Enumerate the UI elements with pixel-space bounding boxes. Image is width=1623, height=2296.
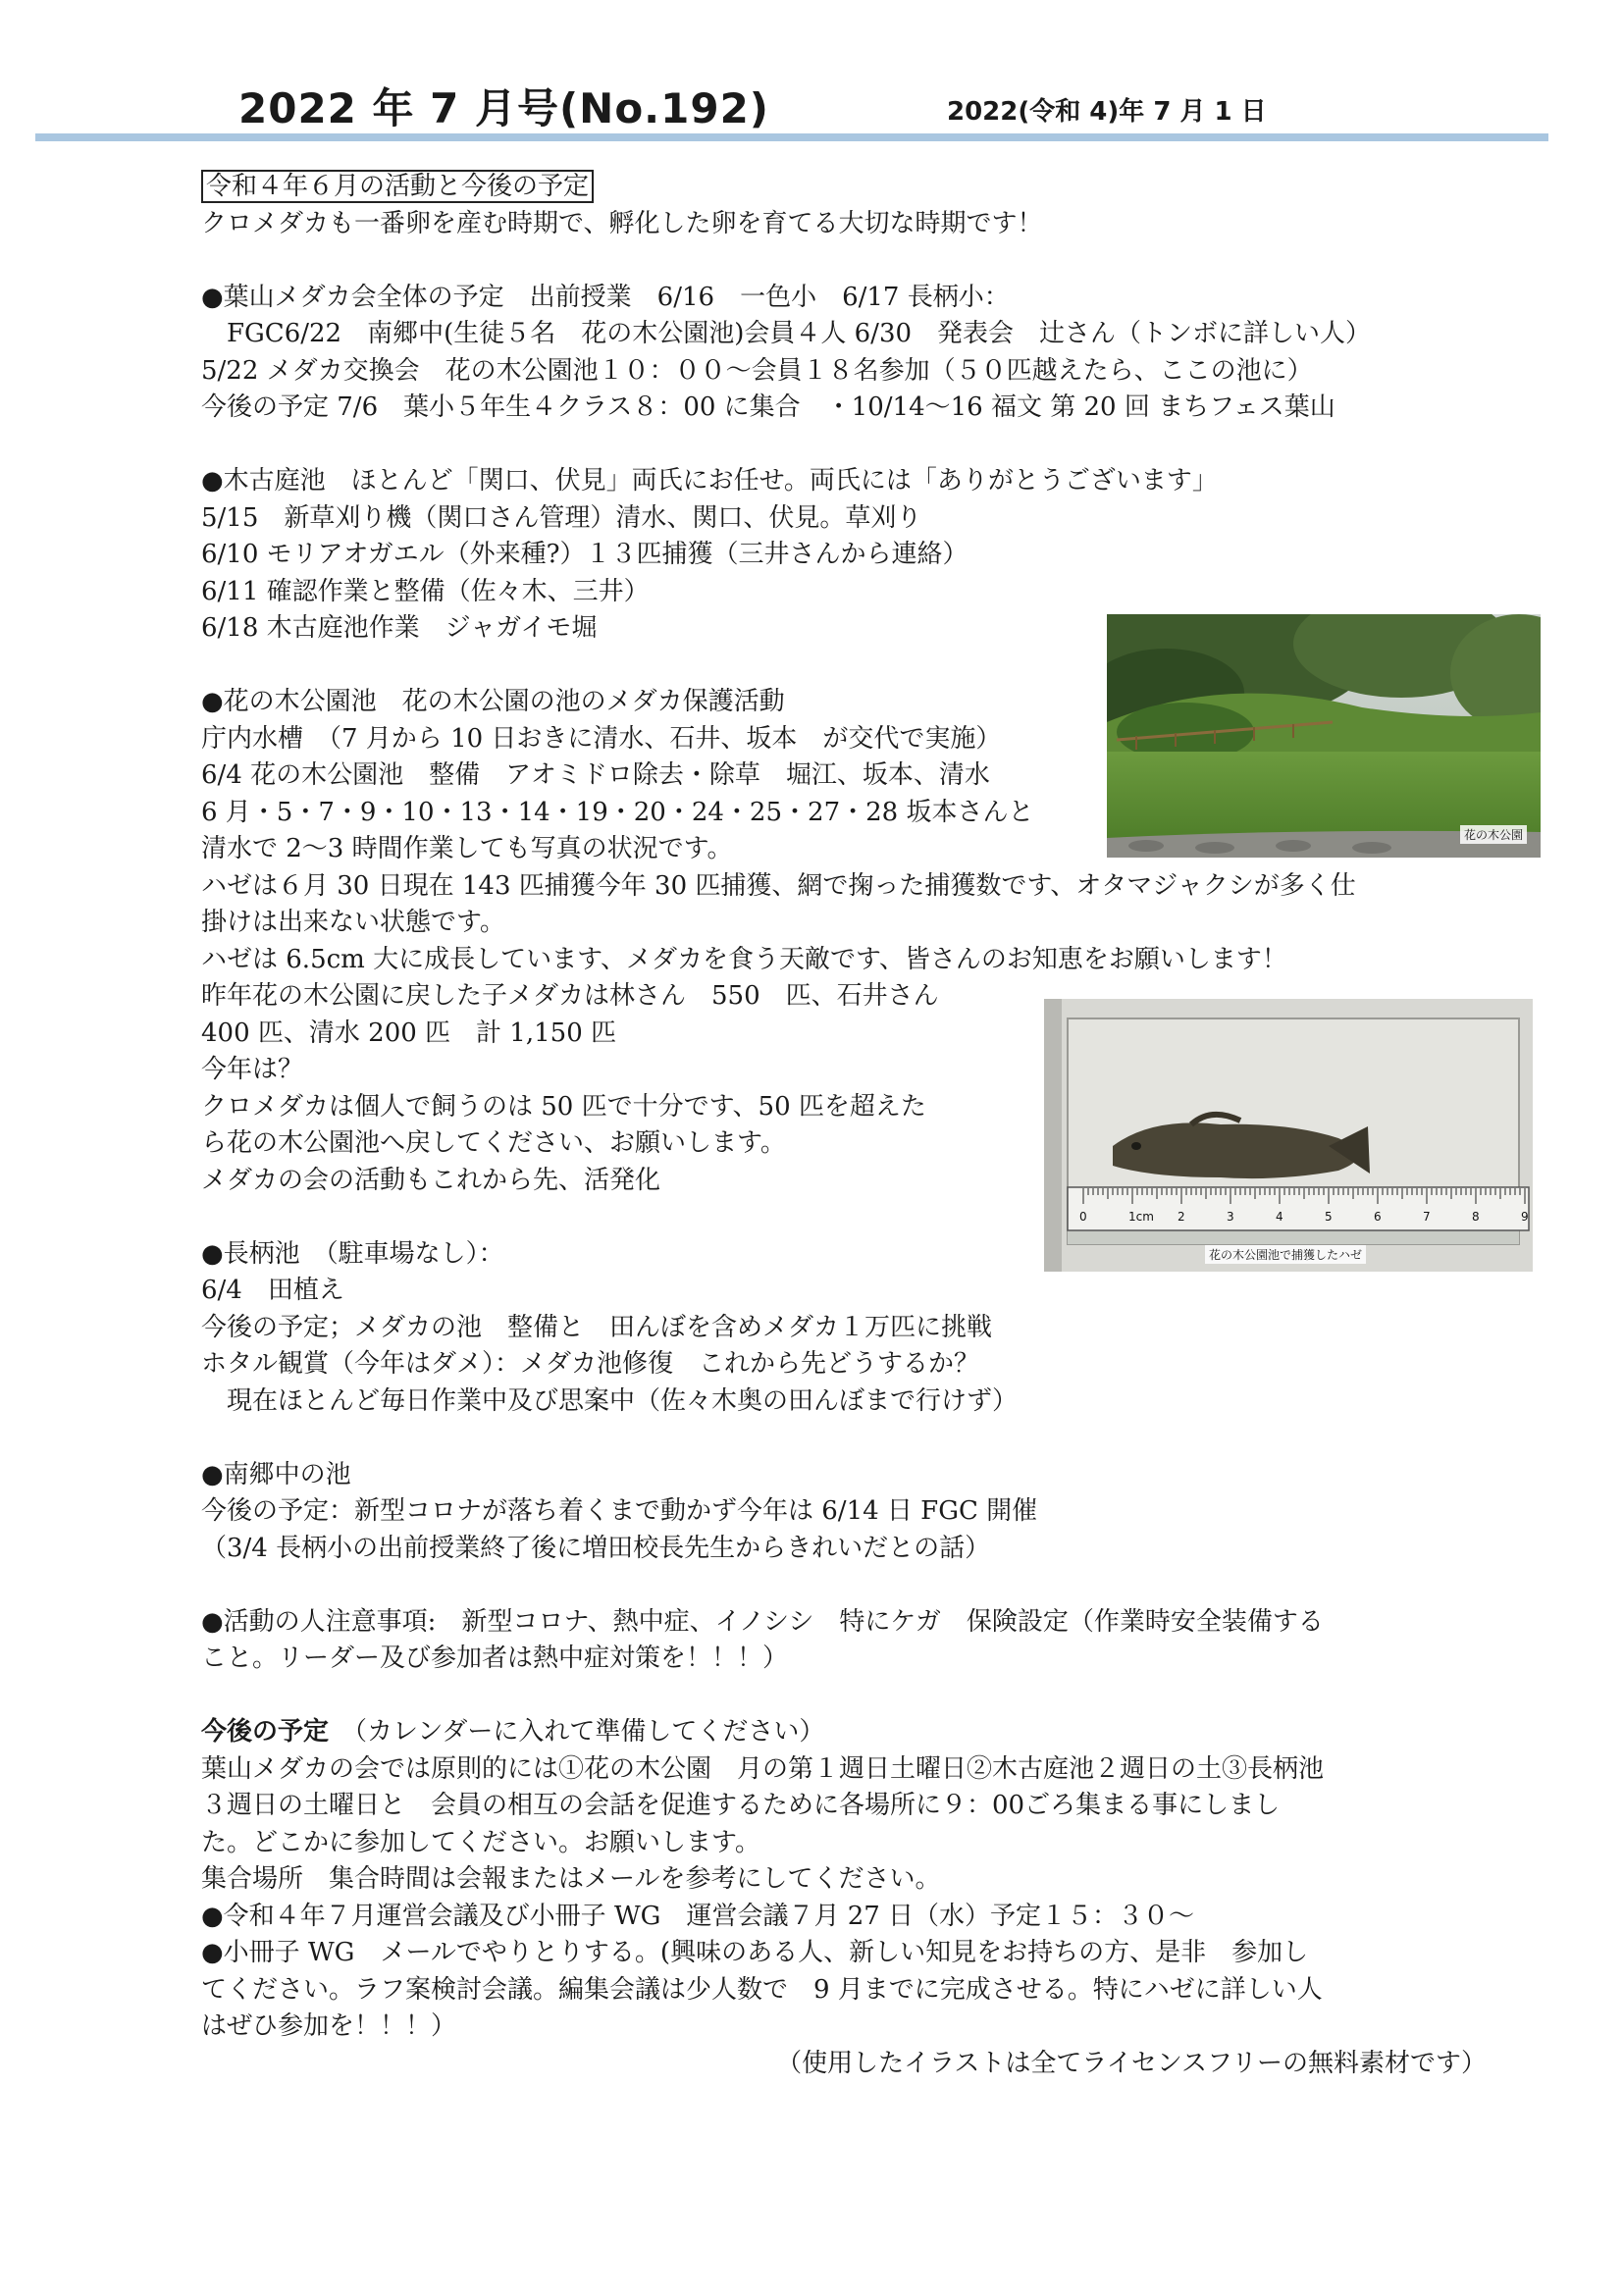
text-line: 現在ほとんど毎日作業中及び思案中（佐々木奥の田んぼまで行けず） — [201, 1385, 1019, 1416]
text-line: 昨年花の木公園に戻した子メダカは林さん 550 匹、石井さん — [201, 981, 939, 1011]
text-line: ●南郷中の池 — [201, 1459, 351, 1489]
schedule-heading-note: （カレンダーに入れて準備してください） — [329, 1717, 825, 1747]
blank-line — [201, 1420, 1506, 1457]
text-line: ●小冊子 WG メールでやりとりする。(興味のある人、新しい知見をお持ちの方、是非 参加し — [201, 1938, 1309, 1967]
text-line: クロメダカは個人で飼うのは 50 匹で十分です、50 匹を超えた — [201, 1091, 926, 1122]
issue-date: 2022(令和 4)年 7 月 1 日 — [947, 97, 1267, 127]
blank-line — [201, 1567, 1506, 1604]
schedule-heading-text: 今後の予定 — [201, 1717, 330, 1747]
section-heading — [201, 169, 1506, 206]
text-line: ホタル観賞（今年はダメ）：メダカ池修復 これから先どうするか？ — [201, 1349, 980, 1379]
schedule-heading — [201, 1714, 1506, 1751]
text-line: ●活動の人注意事項: 新型コロナ、熱中症、イノシシ 特にケガ 保険設定（作業時安全装備する — [201, 1606, 1324, 1637]
text-line: 6/10 モリアオガエル（外来種?）１３匹捕獲（三井さんから連絡） — [201, 540, 969, 569]
park-photo-caption: 花の木公園 — [1460, 825, 1527, 844]
ruler-label: 1cm — [1128, 1210, 1154, 1224]
text-line: 集合場所 集合時間は会報またはメールを参考にしてください。 — [201, 1864, 941, 1894]
text-line: ●葉山メダカ会全体の予定 出前授業 6/16 一色小 6/17 長柄小： — [201, 282, 1010, 312]
text-line: ら花の木公園池へ戻してください、お願いします。 — [201, 1128, 786, 1158]
goby-photo — [1044, 999, 1533, 1272]
text-line: 今年は？ — [201, 1055, 304, 1084]
text-line: てください。ラフ案検討会議。編集会議は少人数で 9 月までに完成させる。特にハゼに詳しい人 — [201, 1974, 1323, 2005]
ruler-label: 9 — [1521, 1210, 1529, 1224]
blank-line — [201, 1678, 1506, 1715]
park-photo — [1107, 614, 1541, 858]
ruler-label: 8 — [1472, 1210, 1480, 1224]
text-line: ●木古庭池 ほとんど「関口、伏見」両氏にお任せ。両氏には「ありがとうございます」 — [201, 466, 1218, 496]
text-line: クロメダカも一番卵を産む時期で、孵化した卵を育てる大切な時期です！ — [201, 208, 1043, 238]
text-line: 庁内水槽 （7 月から 10 日おきに清水、石井、坂本 が交代で実施） — [201, 723, 1002, 754]
text-line: こと。リーダー及び参加者は熱中症対策を！！！） — [201, 1644, 789, 1673]
text-line: ●花の木公園池 花の木公園の池のメダカ保護活動 — [201, 687, 785, 716]
text-line: 5/22 メダカ交換会 花の木公園池１０：００～会員１８名参加（５０匹越えたら、ここの池に） — [201, 355, 1313, 386]
text-line: ハゼは６月 30 日現在 143 匹捕獲今年 30 匹捕獲、網で掬った捕獲数です、オタマジャクシが多く仕 — [201, 870, 1356, 901]
ruler-label: 4 — [1276, 1210, 1283, 1224]
goby-photo-caption: 花の木公園池で捕獲したハゼ — [1205, 1245, 1366, 1264]
text-line: FGC6/22 南郷中(生徒５名 花の木公園池)会員４人 6/30 発表会 辻さん（トンボに詳しい人） — [201, 319, 1372, 348]
text-line: 5/15 新草刈り機（関口さん管理）清水、関口、伏見。草刈り — [201, 502, 922, 533]
header-rule — [35, 133, 1548, 141]
text-line: 6 月・5・7・9・10・13・14・19・20・24・25・27・28 坂本さんと — [201, 797, 1034, 827]
text-line: 清水で 2～3 時間作業しても写真の状況です。 — [201, 834, 733, 863]
text-line: 6/18 木古庭池作業 ジャガイモ堀 — [201, 613, 598, 643]
text-line: 6/4 花の木公園池 整備 アオミドロ除去・除草 堀江、坂本、清水 — [201, 760, 990, 790]
text-line: た。どこかに参加してください。お願いします。 — [201, 1827, 760, 1857]
license-note: （使用したイラストは全てライセンスフリーの無料素材です） — [776, 2048, 1487, 2078]
text-line: 葉山メダカの会では原則的には①花の木公園 月の第１週日土曜日②木古庭池２週日の土③長柄池 — [201, 1753, 1325, 1784]
text-line: 今後の予定 7/6 葉小５年生４クラス８：00 に集合 ・10/14～16 福文 第 20 回 まちフェス葉山 — [201, 392, 1335, 422]
text-line: ●令和４年７月運営会議及び小冊子 WG 運営会議７月 27 日（水）予定１５：３０～ — [201, 1901, 1195, 1931]
text-line: はぜひ参加を！！！） — [201, 2011, 457, 2041]
text-line: ●長柄池 （駐車場なし）： — [201, 1238, 504, 1269]
ruler-label: 0 — [1079, 1210, 1087, 1224]
issue-title: 2022 年 7 月号(No.192) — [238, 84, 770, 132]
ruler-label: 5 — [1325, 1210, 1333, 1224]
text-line: 6/11 確認作業と整備（佐々木、三井） — [201, 576, 650, 606]
text-line: 400 匹、清水 200 匹 計 1,150 匹 — [201, 1018, 617, 1048]
section-heading-text: 令和４年６月の活動と今後の予定 — [201, 170, 594, 203]
ruler-label: 3 — [1227, 1210, 1234, 1224]
ruler-label: 6 — [1374, 1210, 1382, 1224]
text-line: 今後の予定：新型コロナが落ち着くまで動かず今年は 6/14 日 FGC 開催 — [201, 1496, 1038, 1526]
text-line: （3/4 長柄小の出前授業終了後に増田校長先生からきれいだとの話） — [201, 1533, 991, 1563]
text-line: 掛けは出来ない状態です。 — [201, 908, 505, 937]
text-line: 6/4 田植え — [201, 1276, 344, 1305]
ruler-label: 2 — [1178, 1210, 1185, 1224]
blank-line — [201, 242, 1506, 280]
text-line: ３週日の土曜日と 会員の相互の会話を促進するために各場所に９：00ごろ集まる事にしまし — [201, 1791, 1281, 1820]
ruler-label: 7 — [1423, 1210, 1431, 1224]
blank-line — [201, 427, 1506, 464]
text-line: ハゼは 6.5cm 大に成長しています、メダカを食う天敵です、皆さんのお知恵をお願いします！ — [201, 944, 1287, 974]
text-line: メダカの会の活動もこれから先、活発化 — [201, 1165, 661, 1195]
text-line: 今後の予定；メダカの池 整備と 田んぼを含めメダカ１万匹に挑戦 — [201, 1312, 993, 1342]
